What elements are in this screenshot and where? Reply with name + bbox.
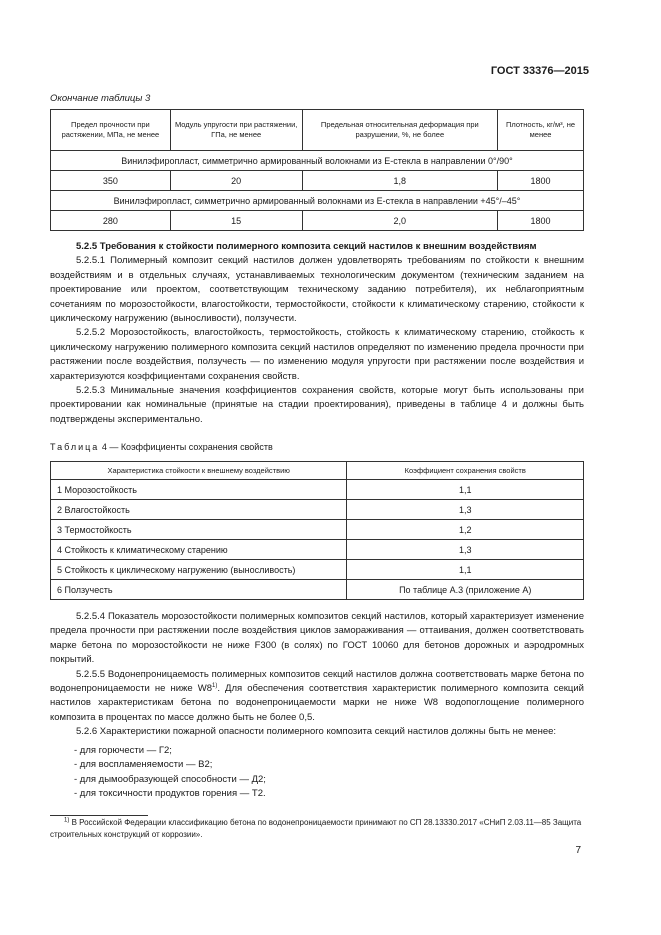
table-cell: 3 Термостойкость	[51, 520, 347, 540]
table3-group-title: Винилэфиропласт, симметрично армированный волокнами из Е-стекла в направлении +45°/–45°	[51, 191, 584, 211]
list-item: - для горючести — Г2;	[74, 745, 172, 756]
section-heading: 5.2.5 Требования к стойкости полимерного композита секций настилов к внешним воздействиям	[76, 241, 537, 252]
paragraph-part: . Для обеспечения соответствия характеристик полимерного композита секций настилов характеристикам бетона по водонепроницаемости марки не ниже W8 водопоглощение полимерного композита в процентах по массе должно быть не более 0,5.	[50, 683, 584, 723]
list-item: - для дымообразующей способности — Д2;	[74, 773, 266, 785]
footnote	[50, 817, 584, 841]
table3-group-row	[51, 151, 584, 171]
table-cell: 1,1	[347, 560, 584, 580]
table4-header-row	[51, 462, 584, 480]
table3-caption: Окончание таблицы 3	[50, 93, 151, 104]
table3-header-row	[51, 110, 584, 151]
paragraph-part: 5.2.5.5 Водонепроницаемость полимерных композитов секций настилов должна соответствовать марке бетона по водонепроницаемости не ниже W8	[50, 668, 584, 695]
table4-caption-text: 4 — Коэффициенты сохранения свойств	[101, 442, 273, 452]
table-row	[51, 520, 584, 540]
table3-group-row	[51, 191, 584, 211]
table-cell: 1,3	[347, 500, 584, 520]
page-number: 7	[575, 845, 581, 856]
table3-header-cell: Модуль упругости при растяжении, ГПа, не менее	[170, 110, 302, 151]
document-code: ГОСТ 33376—2015	[490, 65, 589, 77]
paragraph: 5.2.5.3 Минимальные значения коэффициентов сохранения свойств, которые могут быть использованы при проектировании как номинальные (принятые на стадии проектирования), приведены в таблице 4 и должны быть подтверждены экспериментально.	[50, 385, 584, 425]
table-cell: 6 Ползучесть	[51, 580, 347, 600]
table-cell: 1,3	[347, 540, 584, 560]
table3-header-cell: Предельная относительная деформация при разрушении, %, не более	[302, 110, 498, 151]
table3-group-title: Винилэфиропласт, симметрично армированный волокнами из Е-стекла в направлении 0°/90°	[51, 151, 584, 171]
table-cell: 1800	[498, 211, 584, 231]
table-cell: 5 Стойкость к циклическому нагружению (выносливость)	[51, 560, 347, 580]
paragraph-watertightness	[50, 668, 584, 726]
table4	[50, 461, 584, 600]
table-row	[51, 500, 584, 520]
table-cell: По таблице А.3 (приложение А)	[347, 580, 584, 600]
footnote-divider	[50, 815, 148, 816]
table4-header-cell: Коэффициент сохранения свойств	[347, 462, 584, 480]
table4-caption	[50, 442, 273, 452]
footnote-marker: 1)	[64, 817, 70, 824]
table-cell: 1,8	[302, 171, 498, 191]
table-row	[51, 480, 584, 500]
section-5-2-5	[50, 240, 584, 427]
table-cell: 20	[170, 171, 302, 191]
table-cell: 350	[51, 171, 171, 191]
table-cell: 1 Морозостойкость	[51, 480, 347, 500]
table-cell: 4 Стойкость к климатическому старению	[51, 540, 347, 560]
table-row	[51, 560, 584, 580]
table-row	[51, 211, 584, 231]
table-cell: 1800	[498, 171, 584, 191]
paragraph: 5.2.5.2 Морозостойкость, влагостойкость, термостойкость, стойкость к климатическому старению, стойкость к циклическому нагружению полимерного композита секций настилов определяют по изменению предела прочности при растяжении после воздействия, ползучесть — по изменению модуля упругости при растяжении после воздействия и характеризуются коэффициентами сохранения свойств.	[50, 327, 584, 382]
table4-caption-label: Таблица	[50, 442, 100, 452]
footnote-text: В Российской Федерации классификацию бетона по водонепроницаемости принимают по СП 28.13330.2017 «СНиП 2.03.11—85 Защита строительных конструкций от коррозии».	[50, 818, 582, 839]
list-item: - для воспламеняемости — В2;	[74, 759, 213, 771]
fire-hazard-list	[74, 744, 266, 802]
table-row	[51, 580, 584, 600]
table-cell: 15	[170, 211, 302, 231]
table3-header-cell: Плотность, кг/м³, не менее	[498, 110, 584, 151]
table-cell: 2 Влагостойкость	[51, 500, 347, 520]
paragraph: 5.2.5.4 Показатель морозостойкости полимерных композитов секций настилов, который характеризует изменение предела прочности при растяжении после воздействия циклов замораживания — оттаивания, должен соответствовать марке бетона по морозостойкости не ниже F300 (в солях) по ГОСТ 10060 для бетонов дорожных и аэродромных покрытий.	[50, 611, 584, 666]
section-after-table4	[50, 610, 584, 740]
footnote-ref: 1)	[212, 682, 218, 689]
table-cell: 280	[51, 211, 171, 231]
table-cell: 1,1	[347, 480, 584, 500]
table3-header-cell: Предел прочности при растяжении, МПа, не менее	[51, 110, 171, 151]
table4-header-cell: Характеристика стойкости к внешнему воздействию	[51, 462, 347, 480]
table-row	[51, 171, 584, 191]
table-cell: 2,0	[302, 211, 498, 231]
list-item: - для токсичности продуктов горения — Т2.	[74, 788, 266, 800]
paragraph: 5.2.5.1 Полимерный композит секций настилов должен удовлетворять требованиям по стойкости к внешним воздействиям и в отдельных случаях, устанавливаемых технологическим документом (техническим заданием на проектирование или проектом, соответствующим техническому заданию потребителя), их неблагоприятным сочетаниям по морозостойкости, влагостойкости, термостойкости, стойкости к климатическому старению, стойкости к циклическому нагружению (выносливости), ползучести.	[50, 255, 584, 325]
table-row	[51, 540, 584, 560]
table-cell: 1,2	[347, 520, 584, 540]
table3	[50, 109, 584, 231]
paragraph: 5.2.6 Характеристики пожарной опасности полимерного композита секций настилов должны быть не менее:	[76, 726, 557, 738]
